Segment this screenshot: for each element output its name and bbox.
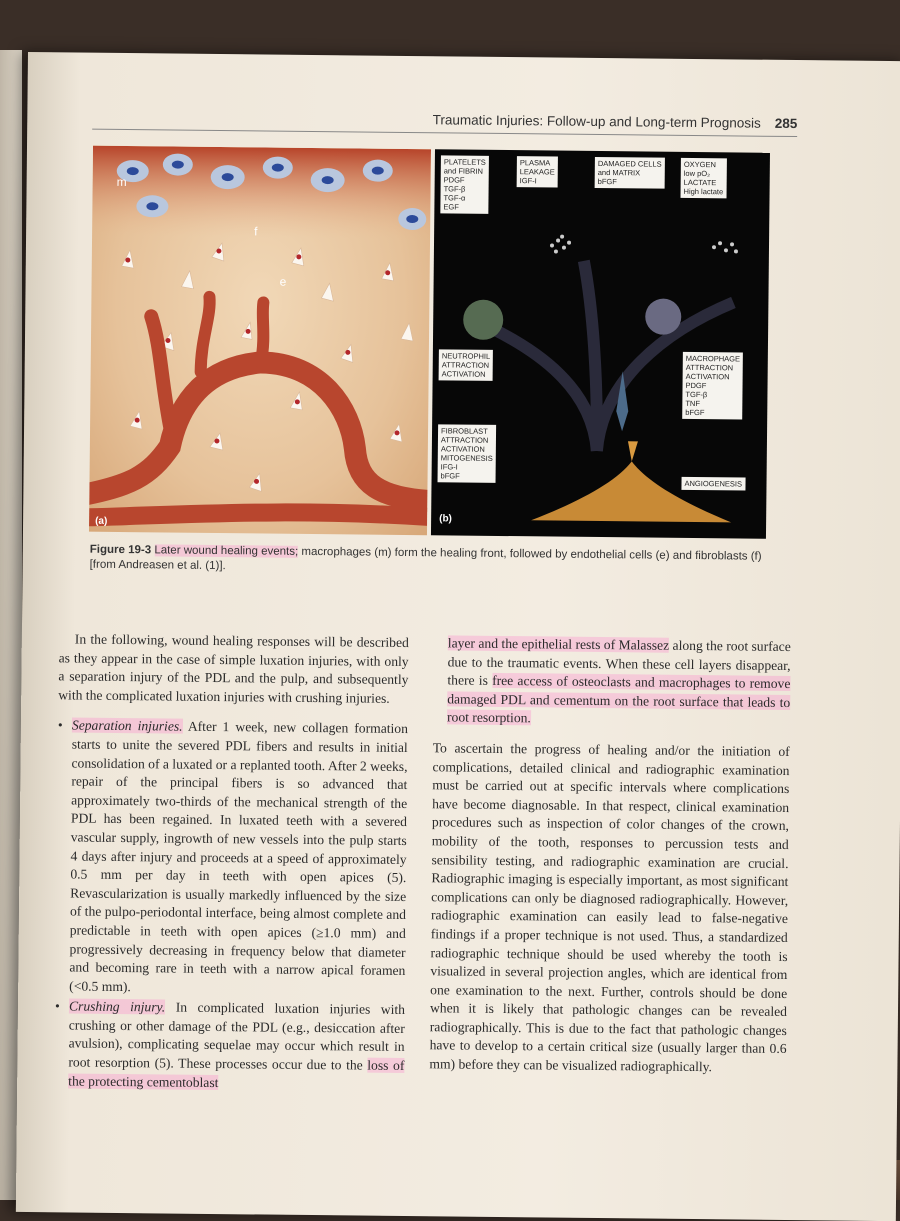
label-angiogenesis: ANGIOGENESIS [681, 477, 745, 491]
vessel-sprout [531, 460, 732, 522]
continued-highlight-2: free access of osteoclasts and macrophages to remove damaged PDL and cementum on the root surface that leads to root resorption. [446, 673, 791, 726]
figure-panel-a [89, 146, 431, 536]
label-fibroblast: FIBROBLAST ATTRACTION ACTIVATION MITOGENESIS IFG-I bFGF [438, 424, 497, 483]
continued-text: along the root surface due to the traumatic events. When these cell layers disappear, there is [447, 637, 791, 689]
label-damaged-cells: DAMAGED CELLS and MATRIX bFGF [595, 157, 665, 189]
label-plasma: PLASMA LEAKAGE IGF-I [517, 156, 558, 187]
separation-injuries-term: Separation injuries. [71, 717, 183, 735]
book-page [16, 52, 900, 1221]
followup-paragraph: To ascertain the progress of healing and/or the initiation of complications, detailed clinical and radiographic examination must be carried out at specific intervals where complications have become diagnosable. In that respect, clinical examination procedures such as inspection of color changes of the crown, mobility of the tooth, responses to percussion tests and sensibility testing, and radiographic examination are crucial. Radiographic imaging is especially important, as most significant complications can only be diagnosed radiographically. However, radiographic examination can easily lead to false-negative findings if a proper technique is not used. Thus, a standardized radiographic technique should be used whereby the tooth is visualized in several projection angles, which are identical from one examination to the next. Further, controls should be done when it is likely that pathologic changes can be revealed radiographically. This is due to the fact that pathologic changes have to develop to a certain critical size (usually larger than 0.6 mm) before they can be visualized radiographically. [429, 740, 790, 1075]
label-neutrophil: NEUTROPHIL ATTRACTION ACTIVATION [439, 349, 494, 381]
running-head [417, 112, 797, 131]
separation-injuries-item [55, 717, 408, 1000]
label-oxygen: OXYGEN low pO₂ LACTATE High lactate [681, 158, 727, 198]
panel-b-letter: (b) [439, 513, 452, 525]
panel-a-letter: (a) [95, 515, 108, 527]
running-title: Traumatic Injuries: Follow-up and Long-term Prognosis [432, 112, 761, 131]
caption-highlight: Later wound healing events; [154, 544, 299, 558]
marker-f: f [254, 224, 258, 239]
separation-injuries-text: After 1 week, new collagen formation starts to unite the severed PDL fibers and results in initial consolidation of a luxated or a replanted tooth. After 2 weeks, repair of the principal fibers is so advanced that approximately two-thirds of the mechanical strength of the PDL has been regained. In luxated teeth with a severed vascular supply, ingrowth of new vessels into the pulp starts 4 days after injury and proceeds at a speed of approximately 0.5 mm per day in teeth with open apices (5). Revascularization is usually markedly influenced by the size of the pulpo-periodontal interface, being almost complete and predictable in teeth with open apices (≥1.0 mm) and progressively decreasing in frequency below that diameter and becoming rare in teeth with a narrow apical foramen (<0.5 mm). [69, 719, 409, 994]
figure-caption [90, 543, 780, 580]
intro-paragraph: In the following, wound healing responses will be described as they appear in the case of simple luxation injuries, with only a separation injury of the PDL and the pulp, and subsequently with the complicated luxation injuries with crushing injuries. [58, 631, 409, 706]
crushing-injury-term: Crushing injury. [68, 998, 166, 1015]
label-platelets: PLATELETS and FIBRIN PDGF TGF-β TGF-α EGF [440, 155, 489, 213]
clot-band [92, 146, 431, 240]
continued-bullet [433, 634, 791, 731]
crushing-injury-item [54, 998, 405, 1095]
figure-panel-b [431, 149, 770, 538]
figure-number: Figure 19-3 [89, 543, 152, 557]
right-column [429, 634, 791, 1089]
wound-healing-illustration [89, 146, 431, 536]
platelet-cluster [550, 234, 738, 255]
caption-text: macrophages (m) form the healing front, followed by endothelial cells (e) and fibroblasts (f) [from Andreasen et al. (1)]. [89, 545, 762, 573]
marker-m: m [116, 174, 127, 190]
label-macrophage: MACROPHAGE ATTRACTION ACTIVATION PDGF TGF-β TNF bFGF [682, 352, 743, 420]
left-column [54, 630, 409, 1094]
crushing-injury-highlight: loss of the protecting cementoblast [68, 1057, 405, 1090]
continued-highlight-1: layer and the epithelial rests of Malassez [447, 635, 670, 653]
page-number: 285 [774, 115, 798, 132]
marker-e: e [279, 274, 287, 289]
crushing-injury-text: In complicated luxation injuries with crushing or other damage of the PDL (e.g., desiccation after avulsion), complicating sequelae may occur which result in root resorption (5). These processes occur due to the [68, 999, 406, 1073]
